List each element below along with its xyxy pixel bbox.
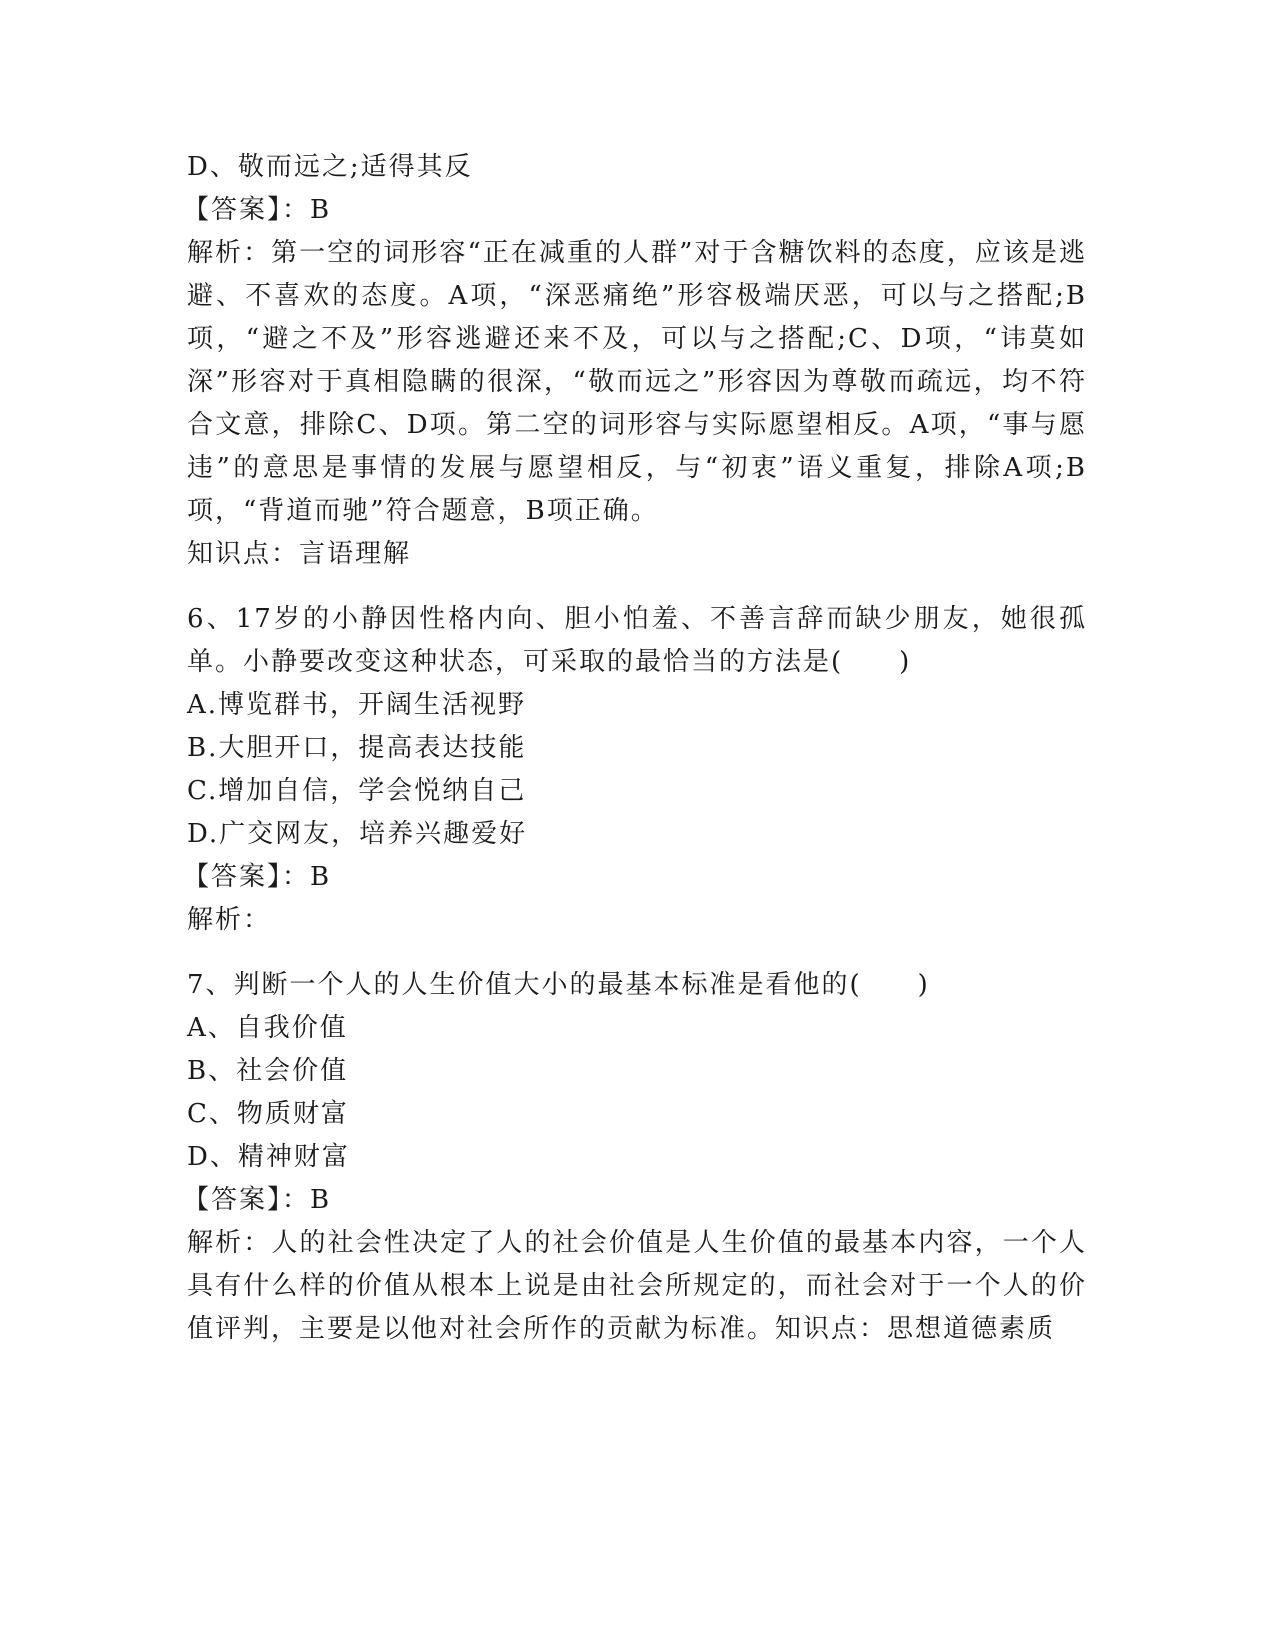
q6-stem: 6、17岁的小静因性格内向、胆小怕羞、不善言辞而缺少朋友，她很孤单。小静要改变这种状态，可采取的最恰当的方法是( ) [187, 604, 1087, 677]
q6-option-b: B.大胆开口，提高表达技能 [187, 733, 527, 763]
q5-analysis: 解析：第一空的词形容“正在减重的人群”对于含糖饮料的态度，应该是逃避、不喜欢的态度。A项，“深恶痛绝”形容极端厌恶，可以与之搭配;B项，“避之不及”形容逃避还来不及，可以与之搭配;C、D项，“讳莫如深”形容对于真相隐瞒的很深，“敬而远之”形容因为尊敬而疏远，均不符合文意，排除C、D项。第二空的词形容与实际愿望相反。A项，“事与愿违”的意思是事情的发展与愿望相反，与“初衷”语义重复，排除A项;B项，“背道而驰”符合题意，B项正确。 [187, 238, 1087, 526]
q7-answer: 【答案】：B [183, 1185, 332, 1215]
q6-option-c: C.增加自信，学会悦纳自己 [187, 776, 527, 806]
q5-answer: 【答案】：B [183, 195, 332, 225]
spacer [187, 942, 1087, 964]
q7-option-a: A、自我价值 [187, 1013, 348, 1043]
q7-analysis: 解析：人的社会性决定了人的社会价值是人生价值的最基本内容，一个人具有什么样的价值从根本上说是由社会所规定的，而社会对于一个人的价值评判，主要是以他对社会所作的贡献为标准。知识点：思想道德素质 [187, 1228, 1087, 1344]
q7-option-d: D、精神财富 [187, 1142, 350, 1172]
q5-knowledge-point: 知识点：言语理解 [187, 539, 412, 569]
q6-option-a: A.博览群书，开阔生活视野 [187, 690, 527, 720]
document-content [183, 146, 1087, 1351]
q6-option-d: D.广交网友，培养兴趣爱好 [187, 819, 528, 849]
q5-option-d: D、敬而远之;适得其反 [187, 152, 473, 182]
q6-answer: 【答案】：B [183, 862, 332, 892]
q7-option-c: C、物质财富 [187, 1099, 349, 1129]
q7-stem: 7、判断一个人的人生价值大小的最基本标准是看他的( ) [187, 970, 930, 1000]
q6-analysis: 解析： [187, 905, 272, 935]
spacer [187, 576, 1087, 598]
q7-option-b: B、社会价值 [187, 1056, 349, 1086]
